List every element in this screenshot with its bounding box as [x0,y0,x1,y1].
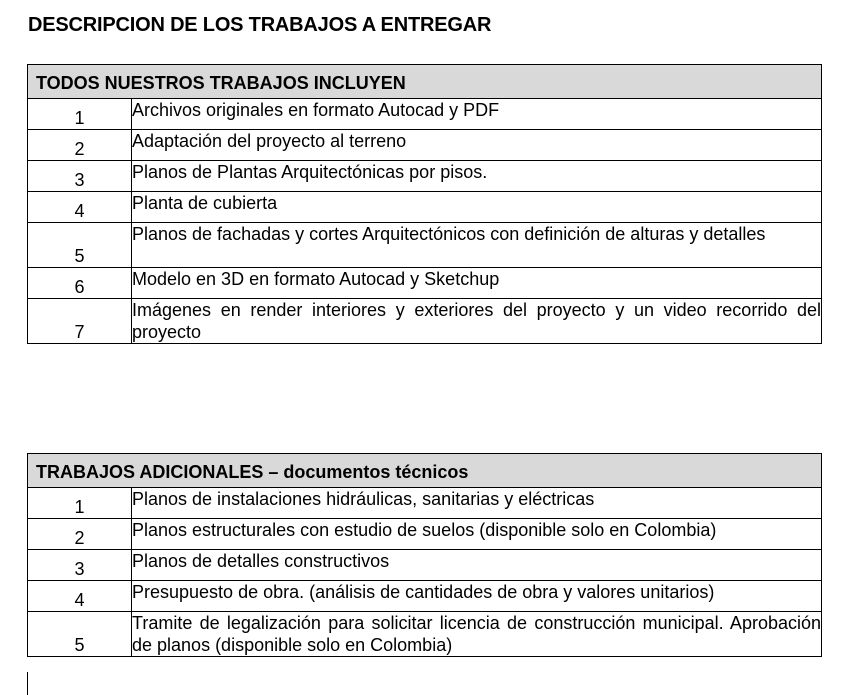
item-description: Modelo en 3D en formato Autocad y Sketchup [132,268,822,299]
page-margin-line [27,672,28,695]
table-row [28,99,822,130]
item-number: 1 [28,488,132,519]
item-description: Archivos originales en formato Autocad y PDF [132,99,822,130]
table-row [28,192,822,223]
item-description: Presupuesto de obra. (análisis de cantidades de obra y valores unitarios) [132,581,822,612]
item-number: 2 [28,519,132,550]
item-description: Tramite de legalización para solicitar licencia de construcción municipal. Aprobación de planos (disponible solo en Colombia) [132,613,821,655]
item-description: Planos de detalles constructivos [132,550,822,581]
item-number: 1 [28,99,132,130]
item-description: Planos de instalaciones hidráulicas, sanitarias y eléctricas [132,488,822,519]
item-description: Imágenes en render interiores y exteriores del proyecto y un video recorrido del proyecto [132,300,821,342]
table-row [28,612,822,657]
included-works-table [27,64,822,344]
item-description: Planos de Plantas Arquitectónicas por pisos. [132,161,822,192]
document-title: DESCRIPCION DE LOS TRABAJOS A ENTREGAR [28,14,492,36]
item-description: Planta de cubierta [132,192,822,223]
item-description: Planos de fachadas y cortes Arquitectónicos con definición de alturas y detalles [132,223,822,268]
item-description: Adaptación del proyecto al terreno [132,130,822,161]
item-number: 3 [28,161,132,192]
item-number: 6 [28,268,132,299]
item-number: 4 [28,192,132,223]
table-row [28,299,822,344]
table-row [28,130,822,161]
table-row [28,268,822,299]
additional-works-header: TRABAJOS ADICIONALES – documentos técnicos [28,454,822,488]
table-row [28,161,822,192]
item-number: 5 [28,612,132,657]
additional-works-table [27,453,822,657]
included-works-header: TODOS NUESTROS TRABAJOS INCLUYEN [28,65,822,99]
item-number: 5 [28,223,132,268]
item-description: Planos estructurales con estudio de suelos (disponible solo en Colombia) [132,519,822,550]
item-number: 4 [28,581,132,612]
table-row [28,550,822,581]
item-number: 2 [28,130,132,161]
table-row [28,223,822,268]
table-row [28,488,822,519]
item-number: 7 [28,299,132,344]
table-row [28,519,822,550]
item-number: 3 [28,550,132,581]
table-row [28,581,822,612]
